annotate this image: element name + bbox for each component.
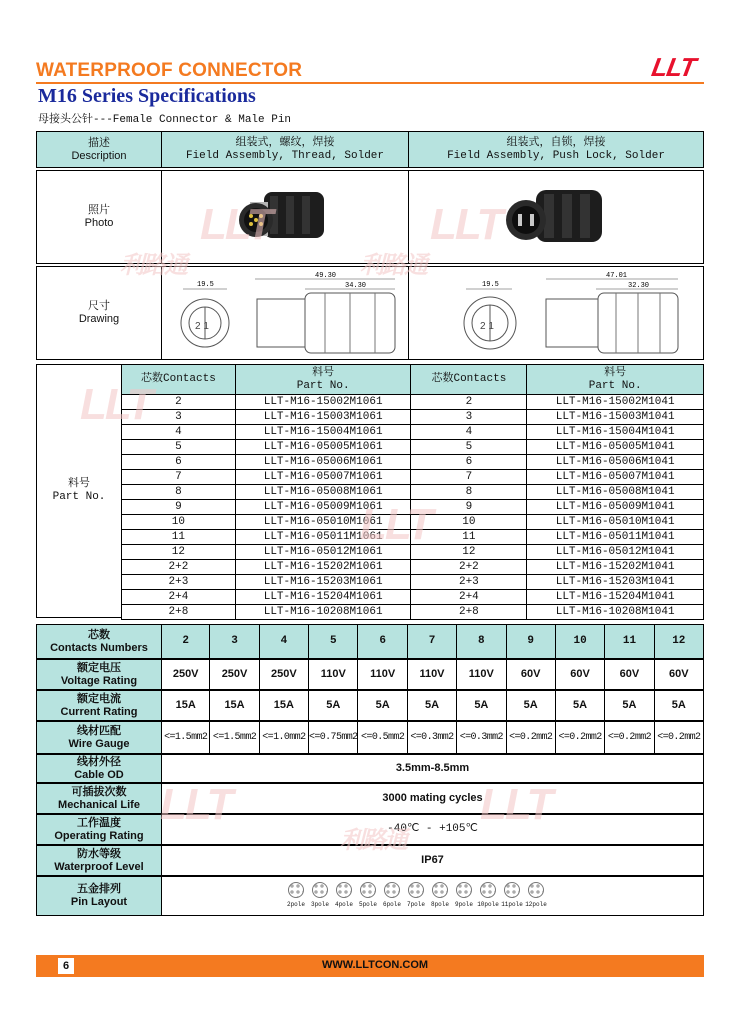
spec-label-contacts: [36, 624, 162, 659]
pin-layout-icon: [312, 882, 328, 898]
spec-voltage-cell: [506, 659, 556, 690]
photo-label: [36, 170, 162, 264]
spec-label-layout: [36, 876, 162, 916]
spec-current-cell: [506, 690, 556, 721]
spec-label-cn: 额定电流: [77, 692, 121, 705]
spec-voltage-cell: [259, 659, 309, 690]
spec-label-current: [36, 690, 162, 721]
drawing-label: [36, 266, 162, 360]
pin-layout-item: [430, 882, 450, 911]
pin-layout-icon: [432, 882, 448, 898]
desc-col2: [408, 131, 704, 168]
spec-contacts-value: 10: [573, 635, 587, 647]
spec-current-cell: [654, 690, 704, 721]
pin-layout-item: [502, 882, 522, 911]
pin-layout-item: [454, 882, 474, 911]
spec-contacts-value: 11: [622, 635, 637, 647]
desc-label-cn: 描述: [88, 136, 110, 149]
spec-label-cable: [36, 754, 162, 783]
table-row: [122, 485, 704, 500]
photo-label-cn: 照片: [88, 204, 110, 216]
table-row: [122, 425, 704, 440]
spec-current-value: 15A: [175, 699, 196, 711]
spec-label-en: Operating Rating: [54, 829, 144, 842]
pin-layout-icon: [504, 882, 520, 898]
contacts-left: 2+4: [122, 590, 236, 605]
table-row: [122, 530, 704, 545]
spec-label-cn: 可插拔次数: [71, 785, 127, 798]
spec-voltage-value: 250V: [172, 668, 199, 680]
spec-label-en: Voltage Rating: [60, 674, 138, 687]
spec-label-cn: 额定电压: [77, 661, 121, 674]
spec-wire-cell: [259, 721, 309, 754]
svg-text:2 1: 2 1: [480, 321, 494, 332]
pin-layout-icon: [288, 882, 304, 898]
spec-contacts-cell: [357, 624, 407, 659]
pin-layout-label: 3pole: [310, 900, 329, 908]
spec-label-waterproof: [36, 845, 162, 876]
desc-label: [36, 131, 162, 168]
table-row: [122, 470, 704, 485]
spec-current-value: 15A: [224, 699, 245, 711]
partno-right: LLT-M16-15003M1041: [527, 410, 704, 425]
contacts-left: 5: [122, 440, 236, 455]
spec-label-en: Mechanical Life: [58, 798, 140, 811]
pin-layout-label: 10pole: [477, 900, 499, 908]
spec-label-cn: 线材外径: [77, 755, 121, 768]
spec-label-temp: [36, 814, 162, 845]
spec-waterproof-value: IP67: [421, 854, 444, 866]
spec-label-en: Pin Layout: [70, 896, 128, 908]
partno-right: LLT-M16-05011M1041: [527, 530, 704, 545]
drawing-cell-thread: [161, 266, 409, 360]
partno-header-pn-cn: 料号: [604, 366, 627, 379]
pin-layout-item: [310, 882, 330, 911]
partno-left: LLT-M16-15204M1061: [235, 590, 411, 605]
partno-left: LLT-M16-05006M1061: [235, 455, 411, 470]
spec-current-value: 5A: [424, 699, 440, 711]
partno-left: LLT-M16-15004M1061: [235, 425, 411, 440]
pin-layout-label: 4pole: [334, 900, 353, 908]
contacts-right: 2: [411, 395, 527, 410]
svg-text:2 1: 2 1: [195, 321, 209, 332]
table-row: [122, 575, 704, 590]
spec-current-value: 5A: [474, 699, 489, 711]
spec-current-value: 5A: [573, 699, 588, 711]
spec-current-value: 15A: [273, 699, 294, 711]
contacts-right: 7: [411, 470, 527, 485]
spec-label-en: Waterproof Level: [54, 860, 144, 873]
contacts-right: 8: [411, 485, 527, 500]
contacts-left: 12: [122, 545, 236, 560]
spec-current-value: 5A: [622, 699, 637, 711]
spec-wire-value: <=0.2mm2: [558, 732, 602, 743]
spec-wire-cell: [407, 721, 457, 754]
spec-wire-cell: [161, 721, 210, 754]
partno-left: LLT-M16-05009M1061: [235, 500, 411, 515]
pin-layout-label: 5pole: [358, 900, 377, 908]
partno-table: [121, 364, 704, 620]
spec-wire-cell: [506, 721, 556, 754]
partno-right: LLT-M16-05012M1041: [527, 545, 704, 560]
spec-wire-cell: [209, 721, 259, 754]
spec-wire-value: <=0.75mm2: [308, 732, 358, 743]
contacts-left: 2+2: [122, 560, 236, 575]
pin-layout-row: [161, 876, 704, 916]
partno-header-pn-left: [235, 365, 411, 395]
desc-col1-cn: 组装式，螺纹，焊接: [235, 136, 335, 149]
partno-right: LLT-M16-05006M1041: [527, 455, 704, 470]
contacts-right: 2+4: [411, 590, 527, 605]
spec-contacts-cell: [456, 624, 506, 659]
desc-col1: [161, 131, 409, 168]
partno-header-pn-en: Part No.: [588, 379, 642, 392]
spec-life-value: 3000 mating cycles: [382, 792, 483, 804]
spec-voltage-cell: [654, 659, 704, 690]
page-number: 6: [58, 958, 74, 974]
spec-label-cn: 防水等级: [77, 847, 121, 860]
table-row: [122, 590, 704, 605]
pin-layout-icon: [360, 882, 376, 898]
spec-voltage-value: 110V: [320, 668, 346, 680]
spec-contacts-cell: [407, 624, 457, 659]
spec-contacts-cell: [555, 624, 605, 659]
partno-left: LLT-M16-15002M1061: [235, 395, 411, 410]
partno-right: LLT-M16-15004M1041: [527, 425, 704, 440]
partno-right: LLT-M16-05008M1041: [527, 485, 704, 500]
pin-layout-item: [358, 882, 378, 911]
spec-contacts-value: 7: [428, 635, 436, 647]
watermark-cn: 利路通: [360, 252, 426, 279]
watermark-logo: LLT: [480, 780, 552, 829]
spec-temp-value: -40℃ - +105℃: [387, 823, 478, 835]
partno-left: LLT-M16-05011M1061: [235, 530, 411, 545]
watermark-logo: LLT: [80, 380, 152, 429]
spec-wire-cell: [654, 721, 704, 754]
pin-layout-label: 9pole: [454, 900, 473, 908]
watermark-logo: LLT: [160, 780, 232, 829]
connector-pushlock-photo: [496, 182, 616, 252]
contacts-left: 2+8: [122, 605, 236, 620]
table-row: [122, 500, 704, 515]
spec-wire-cell: [604, 721, 654, 754]
spec-contacts-value: 12: [672, 635, 686, 647]
spec-contacts-value: 8: [478, 635, 485, 647]
spec-waterproof-cell: [161, 845, 704, 876]
partno-label-en: Part No.: [52, 491, 106, 503]
spec-current-value: 5A: [523, 699, 538, 711]
spec-contacts-value: 9: [527, 635, 535, 647]
pin-layout-item: [334, 882, 354, 911]
spec-voltage-cell: [555, 659, 605, 690]
contacts-right: 11: [411, 530, 527, 545]
contacts-right: 4: [411, 425, 527, 440]
partno-header-pn-right: [527, 365, 704, 395]
pin-layout-icon: [408, 882, 424, 898]
watermark-cn: 利路通: [340, 827, 406, 854]
partno-left: LLT-M16-05010M1061: [235, 515, 411, 530]
partno-left: LLT-M16-10208M1061: [235, 605, 411, 620]
table-row: [122, 560, 704, 575]
partno-right: LLT-M16-10208M1041: [527, 605, 704, 620]
pin-layout-item: [382, 882, 402, 911]
footer-url[interactable]: WWW.LLTCON.COM: [321, 959, 429, 971]
spec-current-cell: [555, 690, 605, 721]
watermark-cn: 利路通: [120, 252, 186, 279]
spec-voltage-value: 60V: [669, 668, 689, 680]
spec-contacts-cell: [259, 624, 309, 659]
spec-label-en: Wire Gauge: [68, 737, 130, 750]
section-title: WATERPROOF CONNECTOR: [36, 60, 303, 81]
spec-wire-value: <=1.0mm2: [262, 732, 306, 743]
spec-label-cn: 五金排列: [77, 883, 121, 895]
spec-cable-cell: [161, 754, 704, 783]
spec-label-cn: 线材匹配: [77, 724, 121, 737]
desc-col1-en: Field Assembly, Thread, Solder: [185, 149, 385, 162]
spec-contacts-value: 4: [280, 635, 288, 647]
contacts-right: 12: [411, 545, 527, 560]
table-row: [122, 605, 704, 620]
spec-label-en: Current Rating: [60, 705, 138, 718]
spec-wire-cell: [456, 721, 506, 754]
table-row: [122, 455, 704, 470]
watermark-logo: LLT: [430, 200, 502, 249]
spec-current-cell: [357, 690, 407, 721]
contacts-right: 5: [411, 440, 527, 455]
page-title: M16 Series Specifications: [38, 85, 256, 107]
contacts-right: 10: [411, 515, 527, 530]
contacts-left: 4: [122, 425, 236, 440]
spec-label-cn: 芯数: [88, 628, 110, 641]
contacts-right: 6: [411, 455, 527, 470]
partno-left: LLT-M16-05008M1061: [235, 485, 411, 500]
spec-current-value: 5A: [326, 699, 341, 711]
spec-label-en: Contacts Numbers: [50, 641, 148, 654]
spec-current-cell: [604, 690, 654, 721]
drawing-cell-pushlock: [408, 266, 704, 360]
spec-voltage-value: 110V: [419, 668, 445, 680]
partno-right: LLT-M16-05010M1041: [527, 515, 704, 530]
table-row: [122, 545, 704, 560]
contacts-left: 2+3: [122, 575, 236, 590]
dim-right-body: 32.30: [628, 282, 650, 290]
spec-voltage-value: 110V: [468, 668, 494, 680]
partno-left: LLT-M16-15003M1061: [235, 410, 411, 425]
photo-label-en: Photo: [84, 217, 114, 229]
spec-contacts-value: 3: [231, 635, 238, 647]
spec-voltage-cell: [604, 659, 654, 690]
spec-voltage-cell: [161, 659, 210, 690]
partno-right: LLT-M16-05009M1041: [527, 500, 704, 515]
pin-layout-item: [526, 882, 546, 911]
watermark-logo: LLT: [360, 500, 432, 549]
dim-left-width: 19.5: [197, 281, 214, 289]
spec-contacts-value: 5: [329, 635, 337, 647]
partno-right: LLT-M16-05007M1041: [527, 470, 704, 485]
partno-right: LLT-M16-15202M1041: [527, 560, 704, 575]
contacts-left: 3: [122, 410, 236, 425]
partno-header-pn-en: Part No.: [296, 379, 350, 392]
spec-contacts-cell: [506, 624, 556, 659]
spec-contacts-cell: [209, 624, 259, 659]
table-row: [122, 395, 704, 410]
spec-voltage-cell: [209, 659, 259, 690]
desc-col2-cn: 组装式，自锁，焊接: [506, 136, 606, 149]
contacts-right: 2+8: [411, 605, 527, 620]
spec-current-cell: [259, 690, 309, 721]
watermark-logo: LLT: [200, 200, 272, 249]
partno-label: [36, 364, 122, 618]
pin-layout-item: [286, 882, 306, 911]
spec-wire-value: <=0.2mm2: [509, 732, 553, 743]
pin-layout-label: 8pole: [430, 900, 449, 908]
spec-label-life: [36, 783, 162, 814]
desc-label-en: Description: [71, 149, 127, 162]
pin-layout-icon: [336, 882, 352, 898]
spec-wire-cell: [555, 721, 605, 754]
connector-thread-photo: [230, 182, 340, 252]
partno-right: LLT-M16-15002M1041: [527, 395, 704, 410]
pin-layout-label: 11pole: [501, 900, 523, 908]
table-row: [122, 410, 704, 425]
contacts-left: 6: [122, 455, 236, 470]
spec-current-value: 5A: [671, 699, 686, 711]
spec-voltage-value: 250V: [271, 668, 297, 680]
spec-contacts-value: 2: [182, 635, 189, 647]
spec-voltage-value: 250V: [221, 668, 248, 680]
photo-cell-pushlock: [408, 170, 704, 264]
drawing-thread: [165, 269, 405, 357]
contacts-right: 3: [411, 410, 527, 425]
spec-voltage-cell: [456, 659, 506, 690]
spec-wire-value: <=0.3mm2: [459, 732, 503, 743]
partno-left: LLT-M16-15202M1061: [235, 560, 411, 575]
spec-cable-value: 3.5mm-8.5mm: [395, 762, 470, 774]
spec-current-cell: [456, 690, 506, 721]
spec-wire-value: <=0.2mm2: [657, 732, 701, 743]
partno-left: LLT-M16-15203M1061: [235, 575, 411, 590]
partno-right: LLT-M16-15204M1041: [527, 590, 704, 605]
spec-wire-value: <=0.3mm2: [410, 732, 454, 743]
spec-temp-cell: [161, 814, 704, 845]
table-row: [122, 440, 704, 455]
spec-voltage-cell: [357, 659, 407, 690]
spec-current-cell: [209, 690, 259, 721]
spec-voltage-value: 60V: [520, 668, 541, 680]
pin-layout-label: 7pole: [406, 900, 425, 908]
spec-voltage-value: 60V: [570, 668, 590, 680]
spec-wire-cell: [357, 721, 407, 754]
spec-contacts-cell: [604, 624, 654, 659]
partno-header-contacts-right: 芯数Contacts: [411, 365, 527, 395]
spec-label-cn: 工作温度: [77, 816, 121, 829]
partno-header-contacts-left: 芯数Contacts: [122, 365, 236, 395]
spec-label-wire: [36, 721, 162, 754]
contacts-left: 11: [122, 530, 236, 545]
pin-layout-item: [406, 882, 426, 911]
desc-col2-en: Field Assembly, Push Lock, Solder: [447, 149, 665, 162]
page-subtitle: 母接头公针---Female Connector & Male Pin: [38, 114, 292, 126]
partno-left: LLT-M16-05007M1061: [235, 470, 411, 485]
spec-wire-value: <=0.5mm2: [361, 732, 405, 743]
contacts-left: 10: [122, 515, 236, 530]
dim-right-length: 47.01: [606, 272, 628, 280]
partno-header-pn-cn: 料号: [312, 366, 335, 379]
spec-current-cell: [407, 690, 457, 721]
contacts-left: 9: [122, 500, 236, 515]
contacts-left: 7: [122, 470, 236, 485]
spec-voltage-value: 60V: [619, 668, 640, 680]
spec-contacts-cell: [161, 624, 210, 659]
spec-voltage-cell: [308, 659, 358, 690]
header-rule: [36, 82, 704, 84]
spec-current-cell: [308, 690, 358, 721]
spec-current-value: 5A: [375, 699, 390, 711]
pin-layout-label: 6pole: [382, 900, 401, 908]
dim-left-length: 49.30: [315, 272, 337, 280]
pin-layout-icon: [456, 882, 472, 898]
spec-voltage-cell: [407, 659, 457, 690]
photo-cell-thread: [161, 170, 409, 264]
pin-layout-label: 12pole: [525, 900, 547, 908]
pin-layout-item: [478, 882, 498, 911]
drawing-pushlock: [416, 269, 696, 357]
spec-contacts-value: 6: [379, 635, 386, 647]
spec-wire-value: <=1.5mm2: [212, 732, 257, 743]
spec-label-voltage: [36, 659, 162, 690]
spec-contacts-cell: [308, 624, 358, 659]
partno-right: LLT-M16-05005M1041: [527, 440, 704, 455]
pin-layout-icon: [384, 882, 400, 898]
partno-left: LLT-M16-05012M1061: [235, 545, 411, 560]
spec-wire-value: <=1.5mm2: [164, 732, 208, 743]
spec-life-cell: [161, 783, 704, 814]
contacts-left: 8: [122, 485, 236, 500]
partno-left: LLT-M16-05005M1061: [235, 440, 411, 455]
drawing-label-en: Drawing: [78, 313, 120, 325]
spec-voltage-value: 110V: [370, 668, 396, 680]
pin-layout-icon: [480, 882, 496, 898]
dim-left-body: 34.30: [345, 282, 367, 290]
dim-right-width: 19.5: [482, 281, 499, 289]
contacts-right: 2+3: [411, 575, 527, 590]
table-row: [122, 515, 704, 530]
pin-layout-label: 2pole: [286, 900, 305, 908]
contacts-right: 9: [411, 500, 527, 515]
spec-label-en: Cable OD: [74, 768, 124, 781]
drawing-label-cn: 尺寸: [88, 300, 110, 312]
brand-logo: LLT: [649, 52, 698, 82]
spec-wire-cell: [308, 721, 358, 754]
pin-layout-icon: [528, 882, 544, 898]
contacts-right: 2+2: [411, 560, 527, 575]
contacts-left: 2: [122, 395, 236, 410]
spec-wire-value: <=0.2mm2: [607, 732, 652, 743]
partno-label-cn: 料号: [68, 478, 90, 490]
spec-contacts-cell: [654, 624, 704, 659]
spec-current-cell: [161, 690, 210, 721]
partno-right: LLT-M16-15203M1041: [527, 575, 704, 590]
